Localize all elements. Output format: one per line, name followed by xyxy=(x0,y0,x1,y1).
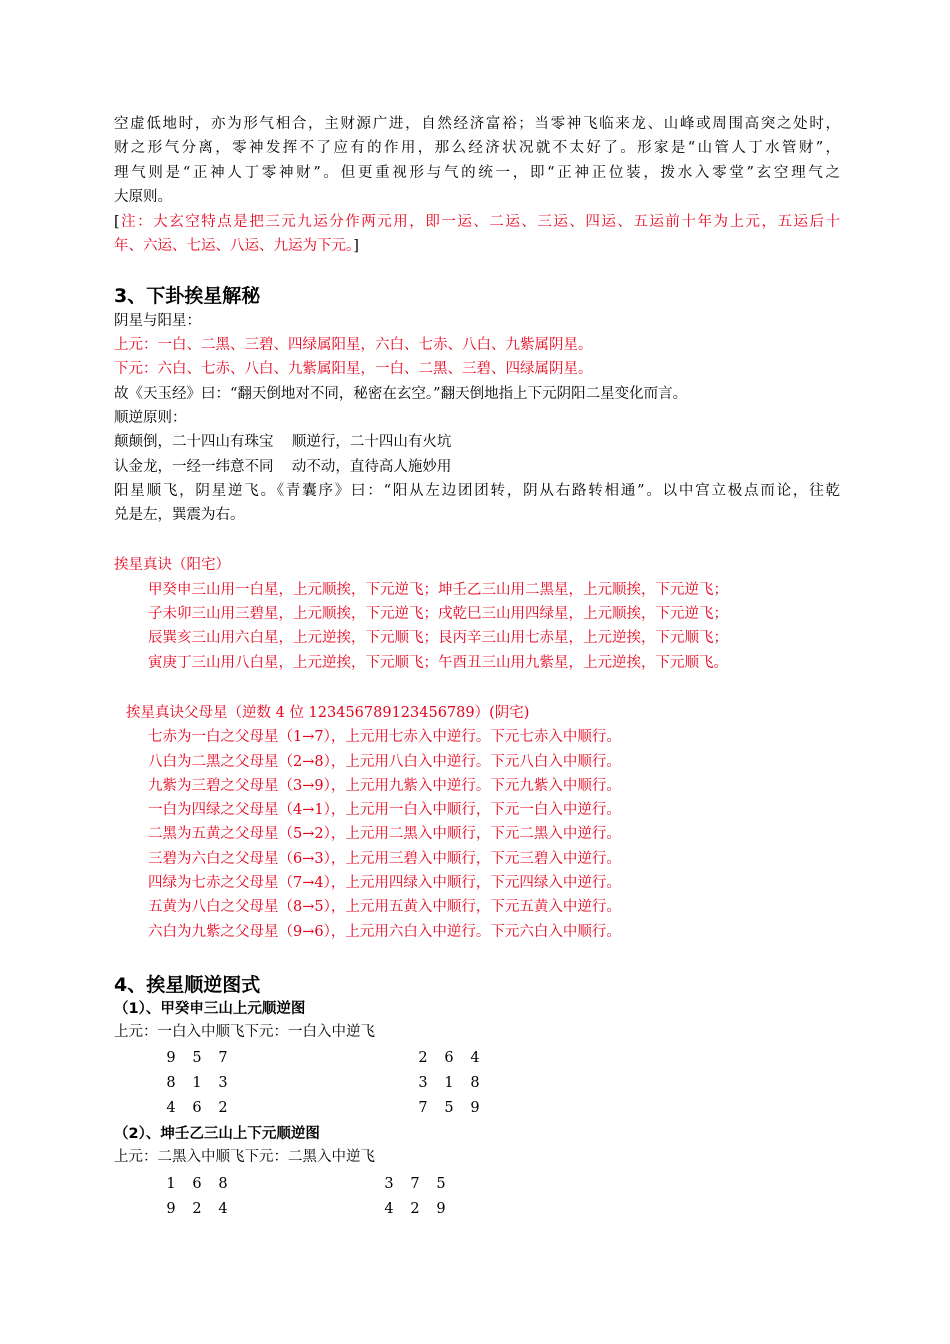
diagram-1-title: （1）、甲癸申三山上元顺逆图 xyxy=(114,1000,306,1017)
grid-cell: 4 xyxy=(166,1100,176,1117)
note-line-2 xyxy=(114,234,840,258)
grid-cell: 9 xyxy=(166,1050,176,1067)
grid-cell: 4 xyxy=(218,1200,228,1217)
jue-yang-line-4: 寅庚丁三山用八白星，上元逆挨，下元顺飞；午酉丑三山用九紫星，上元逆挨，下元顺飞。 xyxy=(148,654,728,671)
grid-cell: 2 xyxy=(192,1200,202,1217)
jue-yin-line-6: 三碧为六白之父母星（6→3），上元用三碧入中顺行，下元三碧入中逆行。 xyxy=(148,850,621,867)
intro-line-1: 空虚低地时，亦为形气相合，主财源广进，自然经济富裕；当零神飞临来龙、山峰或周围高突之处时， xyxy=(114,116,840,132)
jue-yin-line-8: 五黄为八白之父母星（8→5），上元用五黄入中顺行，下元五黄入中逆行。 xyxy=(148,899,621,916)
grid-cell: 8 xyxy=(218,1175,228,1192)
section-4-title: 4、挨星顺逆图式 xyxy=(114,973,261,996)
grid-cell: 3 xyxy=(418,1075,428,1092)
grid-cell: 8 xyxy=(470,1075,480,1092)
grid-cell: 3 xyxy=(384,1175,394,1192)
grid-cell: 7 xyxy=(418,1100,428,1117)
grid-cell: 3 xyxy=(218,1075,228,1092)
grid-cell: 2 xyxy=(218,1100,228,1117)
grid-cell: 7 xyxy=(410,1175,420,1192)
jue-yang-line-3: 辰巽亥三山用六白星，上元逆挨，下元顺飞；艮丙辛三山用七赤星，上元逆挨，下元顺飞； xyxy=(148,630,728,647)
jue-yin-line-1: 七赤为一白之父母星（1→7），上元用七赤入中逆行。下元七赤入中顺行。 xyxy=(148,729,621,746)
grid-cell: 9 xyxy=(436,1200,446,1217)
jue-yin-title: 挨星真诀父母星（逆数 4 位 123456789123456789）(阴宅) xyxy=(126,704,530,721)
grid-cell: 1 xyxy=(192,1075,202,1092)
lower-yuan-stars: 下元：六白、七赤、八白、九紫属阳星，一白、二黑、三碧、四绿属阴星。 xyxy=(114,361,593,378)
grid-cell: 4 xyxy=(384,1200,394,1217)
grid-cell: 6 xyxy=(192,1100,202,1117)
diagram-1-row xyxy=(114,1071,840,1096)
diagram-1-row xyxy=(114,1096,840,1121)
grid-cell: 6 xyxy=(444,1050,454,1067)
diagram-2-row xyxy=(114,1197,840,1222)
grid-cell: 5 xyxy=(192,1050,202,1067)
jue-yin-line-3: 九紫为三碧之父母星（3→9），上元用九紫入中逆行。下元九紫入中顺行。 xyxy=(148,777,621,794)
yangxing-line-2: 兑是左，巽震为右。 xyxy=(114,507,245,524)
grid-cell: 9 xyxy=(470,1100,480,1117)
shunni-label: 顺逆原则： xyxy=(114,409,187,426)
yin-yang-label: 阴星与阳星： xyxy=(114,312,201,329)
grid-cell: 8 xyxy=(166,1075,176,1092)
jue-yin-line-4: 一白为四绿之父母星（4→1），上元用一白入中顺行，下元一白入中逆行。 xyxy=(148,802,621,819)
grid-cell: 5 xyxy=(444,1100,454,1117)
section-3-title: 3、下卦挨星解秘 xyxy=(114,284,261,307)
intro-line-2: 财之形气分离，零神发挥不了应有的作用，那么经济状况就不太好了。形家是“山管人丁水管财”， xyxy=(114,140,840,157)
diagram-1-grid xyxy=(114,1046,840,1121)
grid-cell: 4 xyxy=(470,1050,480,1067)
note-line-1 xyxy=(114,210,840,234)
jue-yang-line-2: 子未卯三山用三碧星，上元顺挨，下元逆飞；戌乾巳三山用四绿星，上元顺挨，下元逆飞； xyxy=(148,606,728,623)
note-text-1: 注：大玄空特点是把三元九运分作两元用，即一运、二运、三运、四运、五运前十年为上元，五运后十 xyxy=(119,214,840,231)
jue-yin-line-9: 六白为九紫之父母星（9→6），上元用六白入中逆行。下元六白入中顺行。 xyxy=(148,923,621,940)
verse-line-1: 颠颠倒，二十四山有珠宝 顺逆行，二十四山有火坑 xyxy=(114,434,452,451)
document-page xyxy=(114,112,840,1222)
jue-yang-title: 挨星真诀（阳宅） xyxy=(114,557,230,574)
diagram-1-row xyxy=(114,1046,840,1071)
jue-yin-block xyxy=(114,725,840,944)
jue-yin-line-2: 八白为二黑之父母星（2→8），上元用八白入中逆行。下元八白入中顺行。 xyxy=(148,753,621,770)
grid-cell: 7 xyxy=(218,1050,228,1067)
note-close-bracket: ] xyxy=(353,238,359,255)
grid-cell: 9 xyxy=(166,1200,176,1217)
note-open-bracket: [ xyxy=(114,214,120,231)
diagram-2-grid xyxy=(114,1172,840,1222)
upper-yuan-stars: 上元：一白、二黑、三碧、四绿属阳星，六白、七赤、八白、九紫属阴星。 xyxy=(114,337,593,354)
diagram-2-title: （2）、坤壬乙三山上下元顺逆图 xyxy=(114,1126,320,1143)
intro-line-4: 大原则。 xyxy=(114,188,172,205)
jue-yang-block xyxy=(114,578,840,675)
yangxing-line-1: 阳星顺飞，阴星逆飞。《青囊序》曰：“阳从左边团团转，阴从右路转相通”。以中宫立极点而论，往乾 xyxy=(114,482,840,499)
diagram-1-caption: 上元：一白入中顺飞下元：一白入中逆飞 xyxy=(114,1023,375,1040)
grid-cell: 5 xyxy=(436,1175,446,1192)
grid-cell: 2 xyxy=(410,1200,420,1217)
jue-yin-line-7: 四绿为七赤之父母星（7→4），上元用四绿入中顺行，下元四绿入中逆行。 xyxy=(148,875,621,892)
diagram-2-caption: 上元：二黑入中顺飞下元：二黑入中逆飞 xyxy=(114,1149,375,1166)
jue-yin-line-5: 二黑为五黄之父母星（5→2），上元用二黑入中顺行，下元二黑入中逆行。 xyxy=(148,826,621,843)
grid-cell: 6 xyxy=(192,1175,202,1192)
tianyu-quote: 故《天玉经》曰：“翻天倒地对不同，秘密在玄空。”翻天倒地指上下元阴阳二星变化而言。 xyxy=(114,385,688,402)
jue-yang-line-1: 甲癸申三山用一白星，上元顺挨，下元逆飞；坤壬乙三山用二黑星，上元顺挨，下元逆飞； xyxy=(148,581,728,598)
verse-line-2: 认金龙，一经一纬意不同 动不动，直待高人施妙用 xyxy=(114,458,452,475)
note-text-2: 年、六运、七运、八运、九运为下元。 xyxy=(114,238,354,255)
grid-cell: 1 xyxy=(444,1075,454,1092)
grid-cell: 1 xyxy=(166,1175,176,1192)
diagram-2-row xyxy=(114,1172,840,1197)
intro-line-3: 理气则是“正神人丁零神财”。但更重视形与气的统一，即“正神正位装，拨水入零堂”玄空理气之 xyxy=(114,164,840,181)
grid-cell: 2 xyxy=(418,1050,428,1067)
